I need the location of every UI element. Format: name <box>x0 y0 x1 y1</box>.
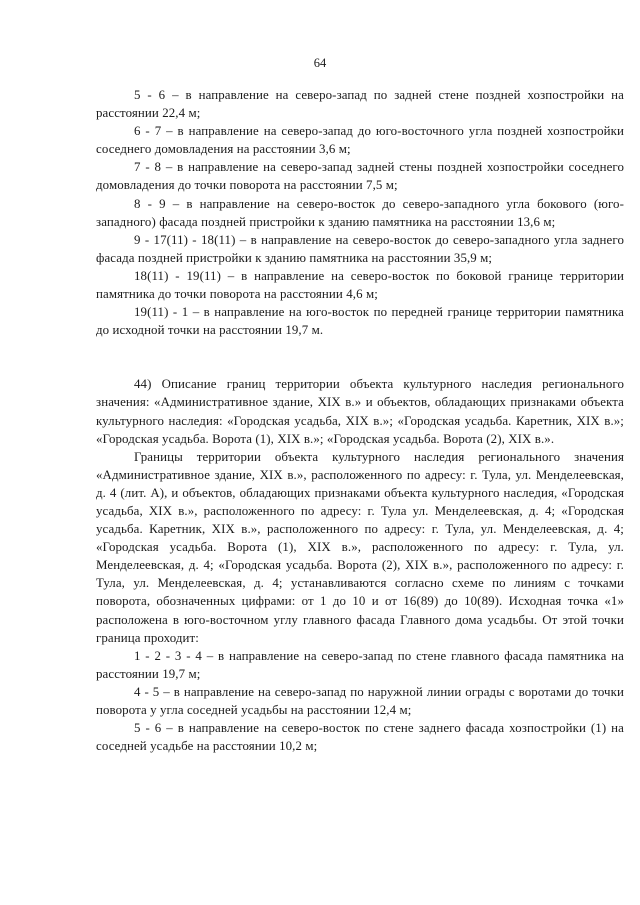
section-44-heading: 44) Описание границ территории объекта культурного наследия регионального значения: «Административное здание, XIX в.» и объектов, обладающих признаками объекта культурного наследия: «Городская усадьба, XIX в.»; «Городская усадьба. Каретник, XIX в.»; «Городская усадьба. Ворота (1), XIX в.»; «Городская усадьба. Ворота (2), XIX в.». <box>96 377 624 446</box>
paragraph-segment-6-7: 6 - 7 – в направление на северо-запад до юго-восточного угла поздней хозпостройки соседнего домовладения на расстоянии 3,6 м; <box>96 124 624 157</box>
paragraph-segment-4-5: 4 - 5 – в направление на северо-запад по наружной линии ограды с воротами до точки поворота у угла соседней усадьбы на расстоянии 12,4 м; <box>96 684 624 717</box>
paragraph-segment-5-6: 5 - 6 – в направление на северо-запад по задней стене поздней хозпостройки на расстоянии 22,4 м; <box>96 88 624 121</box>
paragraph-segment-1-4: 1 - 2 - 3 - 4 – в направление на северо-запад по стене главного фасада памятника на расстоянии 19,7 м; <box>96 648 624 681</box>
paragraph-segment-5-6-b: 5 - 6 – в направление на северо-восток по стене заднего фасада хозпостройки (1) на соседней усадьбе на расстоянии 10,2 м; <box>96 721 624 754</box>
paragraph-segment-19-1: 19(11) - 1 – в направление на юго-восток по передней границе территории памятника до исходной точки на расстоянии 19,7 м. <box>96 305 624 338</box>
paragraph-segment-9-18: 9 - 17(11) - 18(11) – в направление на северо-восток до северо-западного угла заднего фасада поздней пристройки к зданию памятника на расстоянии 35,9 м; <box>96 232 624 265</box>
paragraph-segment-7-8: 7 - 8 – в направление на северо-запад задней стены поздней хозпостройки соседнего домовладения до точки поворота на расстоянии 7,5 м; <box>96 160 624 193</box>
paragraph-segment-8-9: 8 - 9 – в направление на северо-восток до северо-западного угла бокового (юго-западного) фасада поздней пристройки к зданию памятника на расстоянии 13,6 м; <box>96 196 624 229</box>
page-number: 64 <box>313 56 327 70</box>
document-body <box>96 86 624 755</box>
boundaries-description: Границы территории объекта культурного наследия регионального значения «Административное здание, XIX в.», расположенного по адресу: г. Тула, ул. Менделеевская, д. 4 (лит. А), и объектов, обладающих признаками объекта культурного наследия, «Городская усадьба, XIX в.», расположенного по адресу: г. Тула ул. Менделеевская, д. 4; «Городская усадьба. Каретник, XIX в.», расположенного по адресу: г. Тула, ул. Менделеевская, д. 4; «Городская усадьба. Ворота (1), XIX в.», расположенного по адресу: г. Тула, ул. Менделеевская, д. 4; «Городская усадьба. Ворота (2), XIX в.», расположенного по адресу: г. Тула, ул. Менделеевская, д. 4; устанавливаются согласно схеме по линиям с точками поворота, обозначенных цифрами: от 1 до 10 и от 16(89) до 10(89). Исходная точка «1» расположена в юго-восточном углу главного фасада Главного дома усадьбы. От этой точки граница проходит: <box>96 449 624 645</box>
paragraph-segment-18-19: 18(11) - 19(11) – в направление на северо-восток по боковой границе территории памятника до точки поворота на расстоянии 4,6 м; <box>96 268 624 302</box>
